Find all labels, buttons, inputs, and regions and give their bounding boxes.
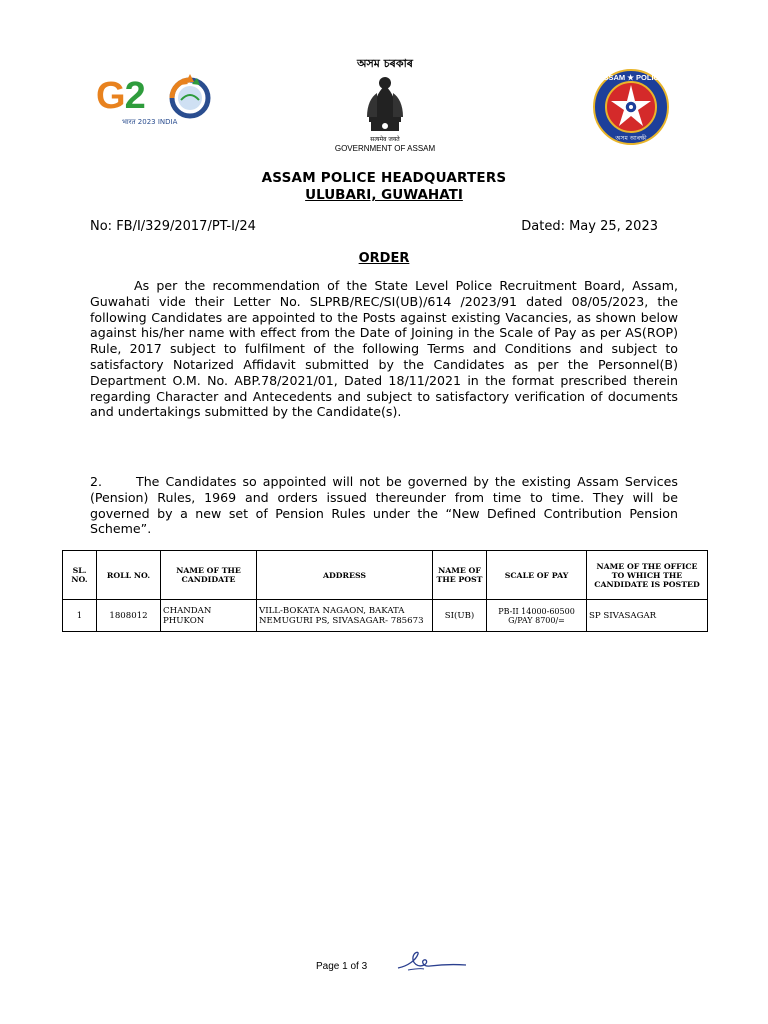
candidate-appointment-table <box>62 550 708 632</box>
header-posting-office: NAME OF THE OFFICE TO WHICH THE CANDIDATE IS POSTED <box>587 551 708 600</box>
cell-post: SI(UB) <box>433 600 487 632</box>
paragraph-2-text: The Candidates so appointed will not be governed by the existing Assam Services (Pension) Rules, 1969 and orders issued thereunder from time to time. They will be governed by a new set of Pension Rules under the “New Defined Contribution Pension Scheme”. <box>90 474 678 537</box>
headquarters-location: ULUBARI, GUWAHATI <box>305 187 463 203</box>
police-badge-top-text: ASSAM ★ POLICE <box>598 73 664 82</box>
government-emblem-block <box>315 55 455 155</box>
cell-roll-no: 1808012 <box>97 600 161 632</box>
header-candidate-name: NAME OF THE CANDIDATE <box>161 551 257 600</box>
government-of-assam-label: GOVERNMENT OF ASSAM <box>334 144 436 153</box>
header-sl-no: SL. NO. <box>63 551 97 600</box>
paragraph-number: 2. <box>90 474 103 489</box>
table-row <box>63 600 708 632</box>
cell-scale-of-pay: PB-II 14000-60500 G/PAY 8700/= <box>487 600 587 632</box>
header-address: ADDRESS <box>257 551 433 600</box>
order-paragraph-1: As per the recommendation of the State Level Police Recruitment Board, Assam, Guwahati vide their Letter No. SLPRB/REC/SI(UB)/614 /2023/91 dated 08/05/2023, the following Candidates are appointed to the Posts against existing Vacancies, as shown below against his/her name with effect from the Date of Joining in the Scale of Pay as per AS(ROP) Rule, 2017 subject to fulfilment of the following Terms and Conditions and subject to satisfactory Notarized Affidavit submitted by the Candidates as per the Personnel(B) Department O.M. No. ABP.78/2021/01, Dated 18/11/2021 in the format prescribed therein regarding Character and Antecedents and subject to satisfactory verification of documents and undertakings submitted by the Candidate(s). <box>90 278 678 420</box>
national-emblem-icon <box>363 75 407 135</box>
government-assamese-title: অসম চৰকাৰ <box>357 57 413 70</box>
headquarters-title: ASSAM POLICE HEADQUARTERS <box>261 170 507 186</box>
table-header-row <box>63 551 708 600</box>
cell-posting-office: SP SIVASAGAR <box>587 600 708 632</box>
g20-wordmark: G2 <box>96 75 145 117</box>
cell-address: VILL-BOKATA NAGAON, BAKATA NEMUGURI PS, SIVASAGAR- 785673 <box>257 600 433 632</box>
header-post: NAME OF THE POST <box>433 551 487 600</box>
g20-tagline: भारत 2023 INDIA <box>122 118 178 126</box>
header-scale-of-pay: SCALE OF PAY <box>487 551 587 600</box>
police-badge-bottom-text: অসম আৰক্ষী <box>615 135 647 142</box>
order-reference-number: No: FB/I/329/2017/PT-I/24 <box>90 219 256 234</box>
order-date: Dated: May 25, 2023 <box>521 219 658 234</box>
header-roll-no: ROLL NO. <box>97 551 161 600</box>
cell-sl-no: 1 <box>63 600 97 632</box>
signature-icon <box>394 950 470 974</box>
g20-logo <box>92 66 224 130</box>
cell-candidate-name: CHANDAN PHUKON <box>161 600 257 632</box>
order-paragraph-2 <box>90 474 678 537</box>
page-number: Page 1 of 3 <box>316 961 368 972</box>
emblem-motto: सत्यमेव जयते <box>370 136 400 143</box>
assam-police-badge-icon <box>592 68 670 146</box>
order-heading: ORDER <box>358 251 410 266</box>
g20-lotus-globe-icon <box>166 72 214 120</box>
